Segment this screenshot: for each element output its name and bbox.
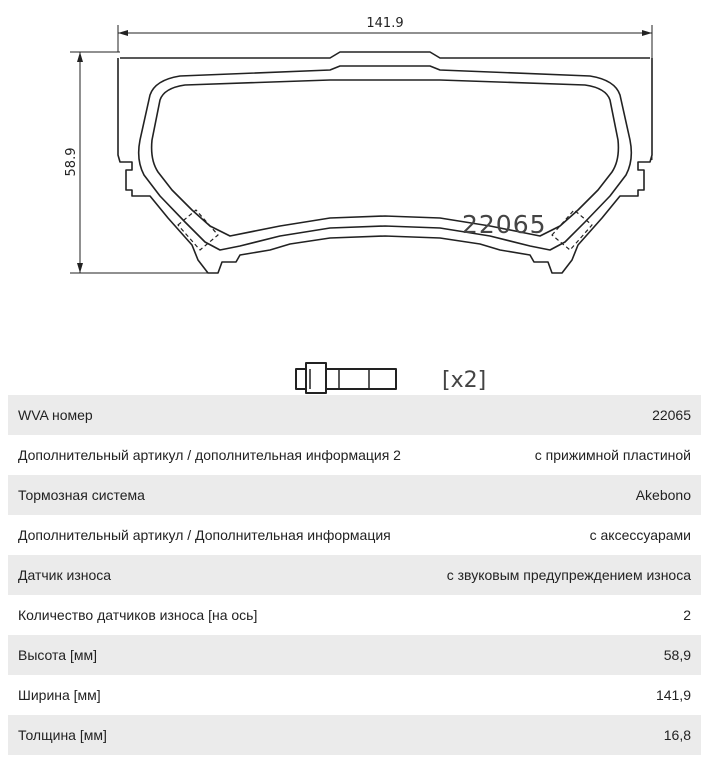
spec-label: Количество датчиков износа [на ось] bbox=[8, 595, 427, 635]
spec-value: с прижимной пластиной bbox=[427, 435, 701, 475]
spec-label: Тормозная система bbox=[8, 475, 427, 515]
spec-value: Akebono bbox=[427, 475, 701, 515]
quantity-label: [x2] bbox=[442, 368, 487, 393]
width-dimension-label: 141.9 bbox=[366, 16, 404, 31]
table-row bbox=[8, 715, 701, 755]
specifications-table bbox=[8, 395, 701, 755]
spec-value: 2 bbox=[427, 595, 701, 635]
spec-label: Ширина [мм] bbox=[8, 675, 427, 715]
table-row bbox=[8, 515, 701, 555]
spec-label: WVA номер bbox=[8, 395, 427, 435]
table-row bbox=[8, 595, 701, 635]
table-row bbox=[8, 675, 701, 715]
brake-pad-outline-icon bbox=[118, 52, 652, 273]
spec-value: 141,9 bbox=[427, 675, 701, 715]
table-row bbox=[8, 395, 701, 435]
spec-value: с звуковым предупреждением износа bbox=[427, 555, 701, 595]
table-row bbox=[8, 475, 701, 515]
height-dimension-label: 58.9 bbox=[64, 147, 79, 177]
width-dimension bbox=[118, 16, 652, 160]
spec-value: с аксессуарами bbox=[427, 515, 701, 555]
table-row bbox=[8, 635, 701, 675]
table-row bbox=[8, 555, 701, 595]
table-row bbox=[8, 435, 701, 475]
spec-label: Высота [мм] bbox=[8, 635, 427, 675]
spec-label: Дополнительный артикул / Дополнительная информация bbox=[8, 515, 427, 555]
spec-label: Датчик износа bbox=[8, 555, 427, 595]
part-number-label: 22065 bbox=[462, 210, 547, 239]
spec-value: 16,8 bbox=[427, 715, 701, 755]
spec-label: Толщина [мм] bbox=[8, 715, 427, 755]
spec-value: 22065 bbox=[427, 395, 701, 435]
spec-value: 58,9 bbox=[427, 635, 701, 675]
wear-sensor-icon bbox=[296, 363, 396, 393]
spec-label: Дополнительный артикул / дополнительная информация 2 bbox=[8, 435, 427, 475]
